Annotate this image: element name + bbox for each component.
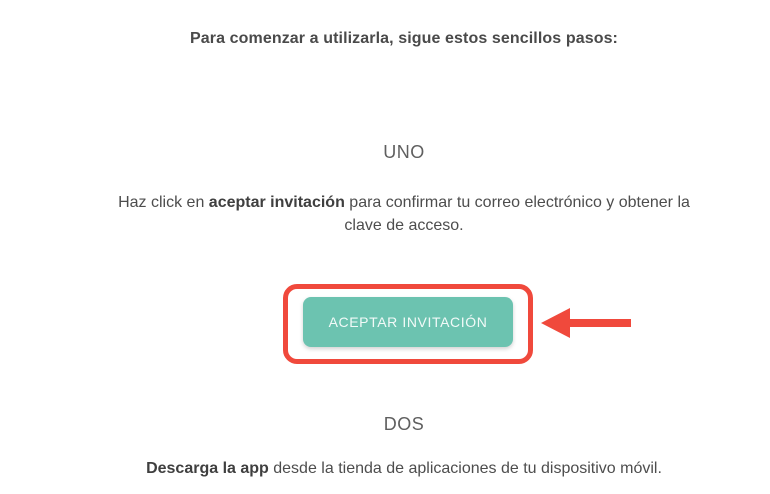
arrow-shaft: [570, 319, 631, 327]
step-one-description-line2: clave de acceso.: [344, 217, 464, 234]
step-one-description-line1: [118, 191, 690, 214]
step-two-description: [146, 457, 662, 480]
arrow-left-icon: [541, 308, 631, 338]
step-one-desc-pre: Haz click en: [118, 194, 209, 211]
step-one-desc-bold: aceptar invitación: [208, 194, 345, 211]
step-one-title: UNO: [383, 142, 425, 162]
step-two-desc-post: desde la tienda de aplicaciones de tu dispositivo móvil.: [268, 460, 662, 477]
step-two-title: DOS: [383, 414, 425, 434]
step-one-description: [118, 191, 690, 237]
step-one-desc-post: para confirmar tu correo electrónico y obtener la: [344, 194, 690, 211]
accept-invitation-button[interactable]: ACEPTAR INVITACIÓN: [303, 297, 513, 347]
step-two-desc-bold: Descarga la app: [146, 460, 269, 477]
intro-heading: Para comenzar a utilizarla, sigue estos sencillos pasos:: [190, 30, 618, 47]
arrow-head: [541, 308, 570, 338]
